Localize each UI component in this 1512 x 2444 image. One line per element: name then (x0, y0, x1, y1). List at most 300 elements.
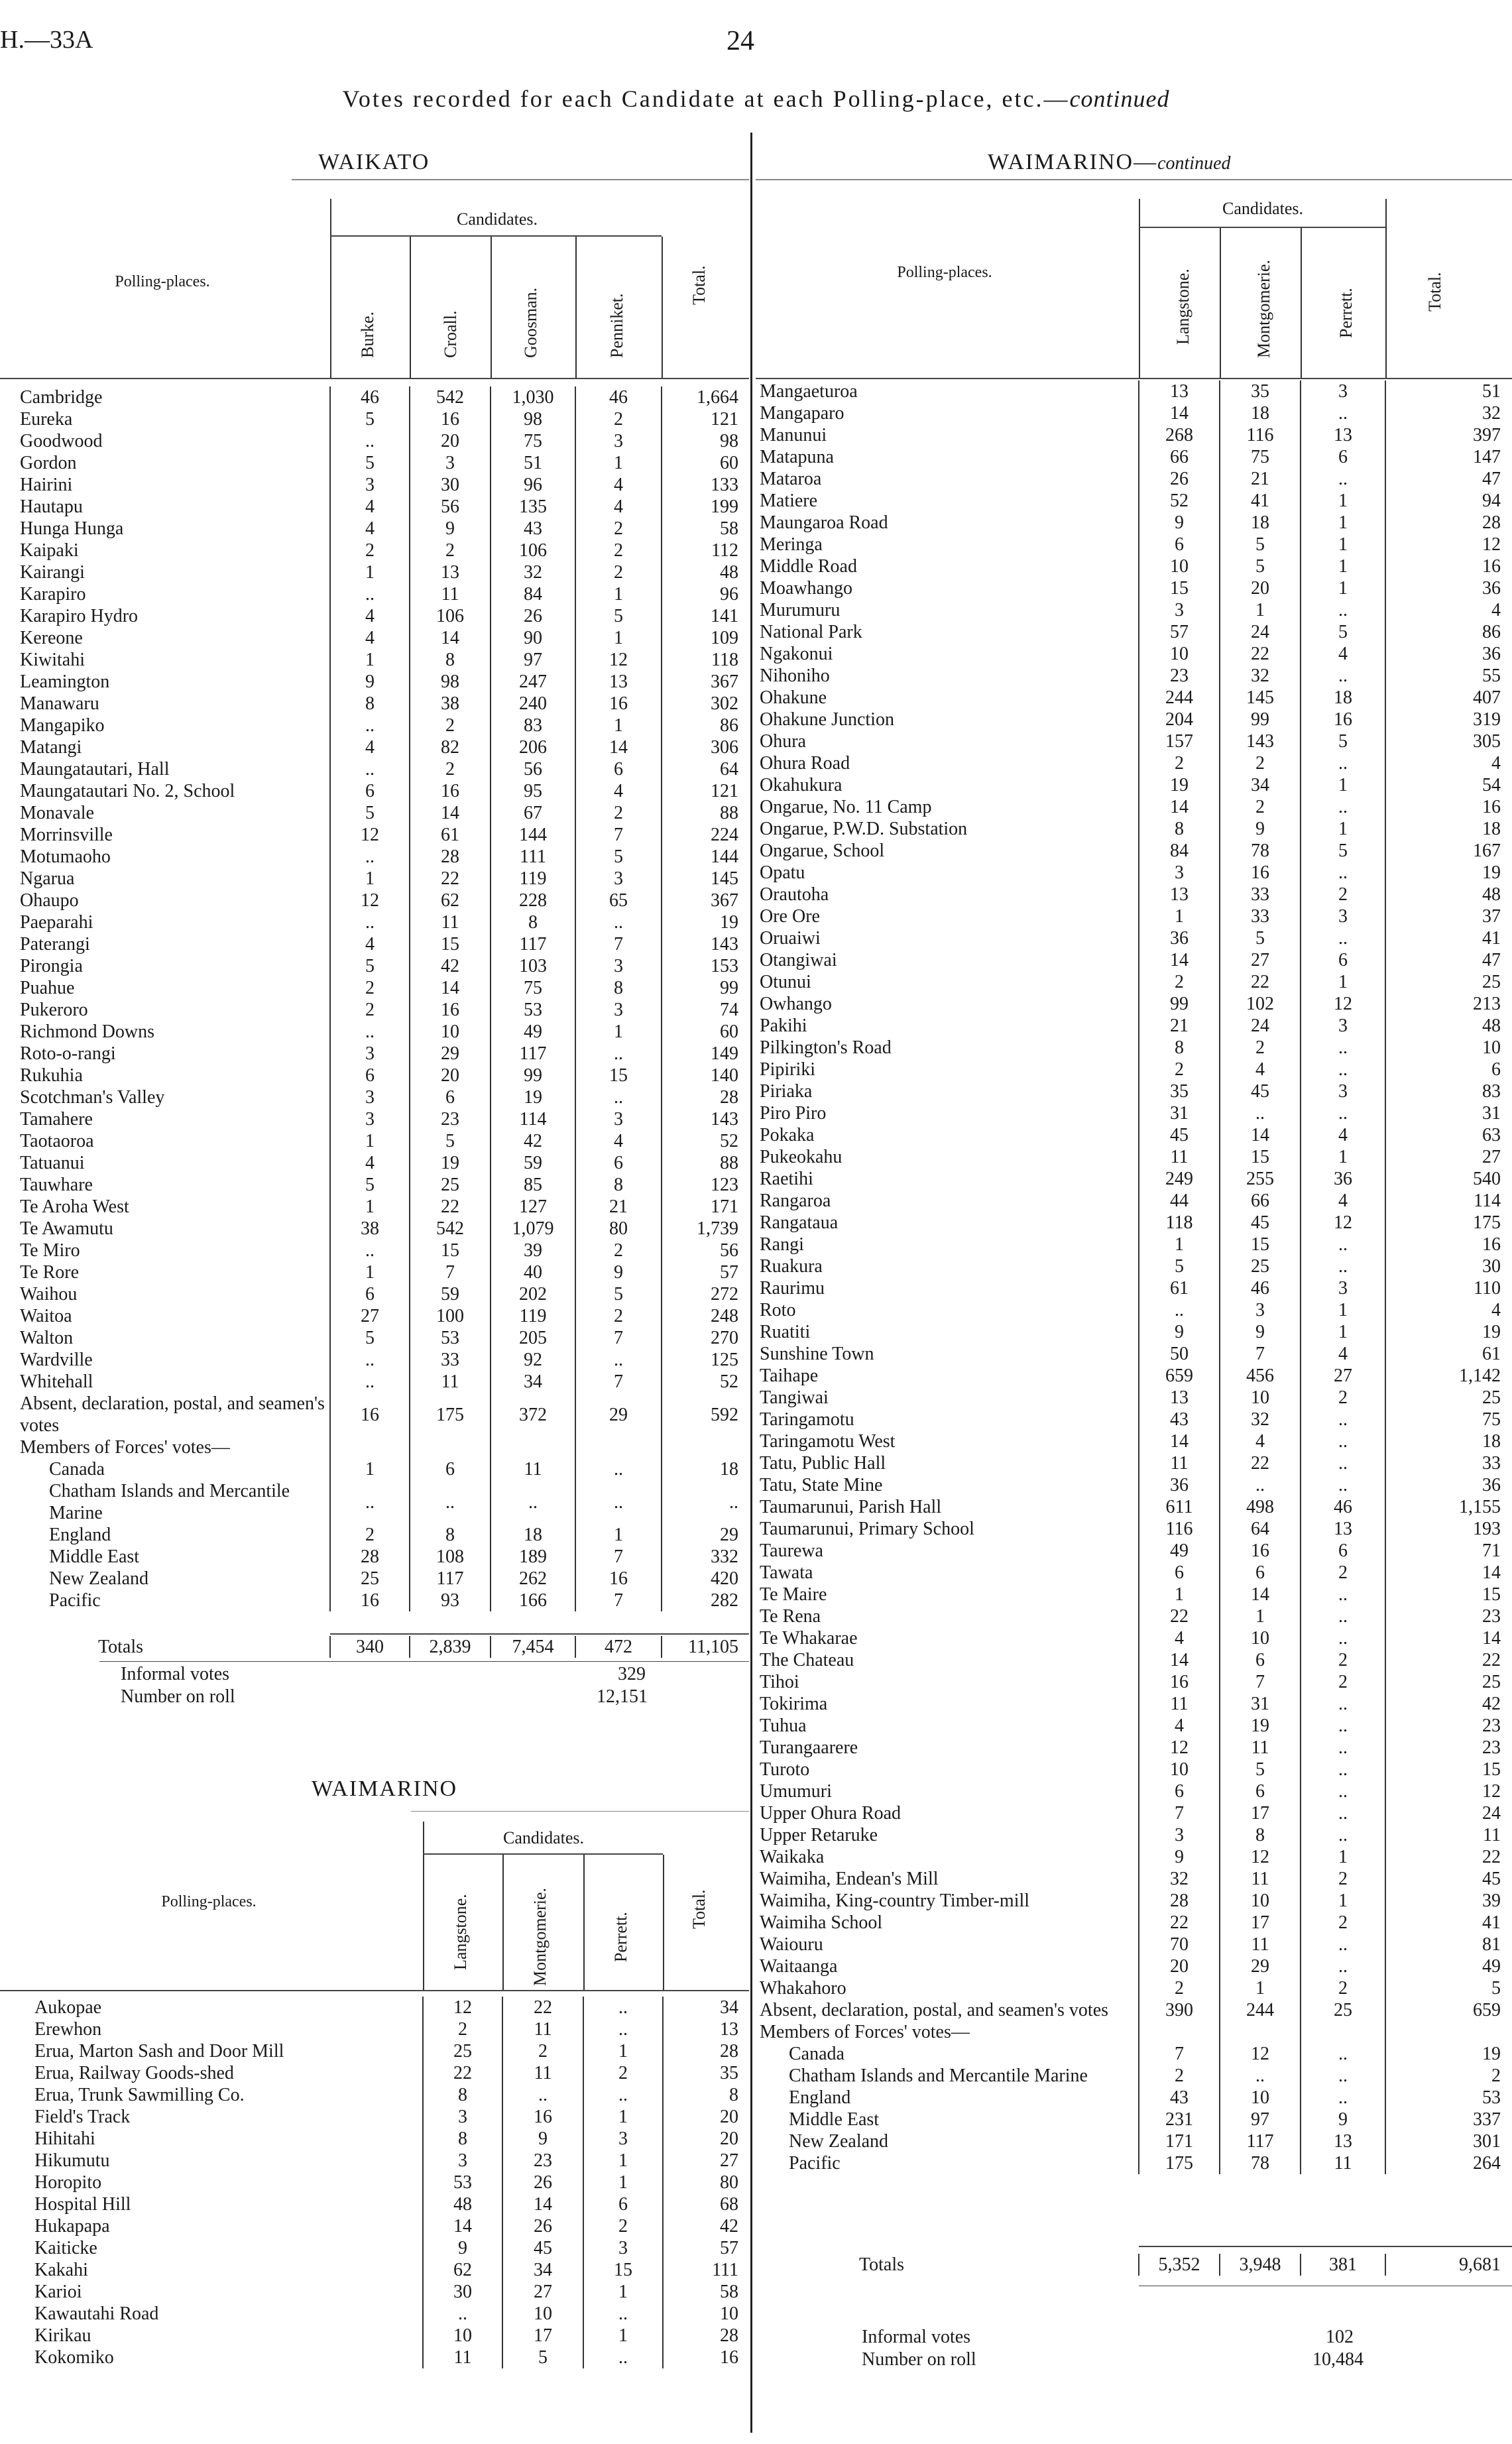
polling-place-name: Mangapiko (20, 715, 105, 736)
table-row (760, 1277, 1505, 1299)
row-total: 143 (662, 933, 742, 955)
vote-count: 1 (575, 1524, 662, 1546)
row-total: 114 (1385, 1190, 1505, 1212)
polling-place-name: Moawhango (760, 578, 852, 599)
vote-count: .. (1301, 1780, 1385, 1802)
vote-count: 22 (410, 1196, 491, 1218)
vote-count: 14 (410, 802, 491, 824)
vote-count: 66 (1139, 446, 1220, 468)
vote-count: .. (330, 846, 410, 868)
row-total: 86 (1385, 621, 1505, 643)
table-row (760, 1080, 1505, 1102)
vote-count: .. (1301, 2043, 1385, 2065)
row-total: 31 (1385, 1102, 1505, 1124)
row-total: 71 (1385, 1540, 1505, 1562)
polling-place-name: Hautapu (20, 496, 83, 517)
waimarino-right-header-bottom-rule (756, 378, 1512, 379)
polling-place-name: Waiouru (760, 1934, 823, 1955)
vote-count: 34 (1220, 774, 1301, 796)
polling-place-name: Ohura Road (760, 753, 850, 774)
vote-count: .. (491, 1480, 575, 1524)
vote-count: .. (583, 2018, 663, 2040)
vote-count: 98 (410, 671, 491, 693)
vote-count: 2 (575, 1305, 662, 1327)
vote-count: .. (1301, 796, 1385, 818)
table-row (760, 818, 1505, 840)
table-row (760, 1387, 1505, 1409)
vote-count: 12 (1301, 993, 1385, 1015)
waimarino-left-hdr-rule (663, 1855, 664, 1990)
vote-count: 2 (1301, 1562, 1385, 1584)
waikato-hdr-rule (410, 237, 411, 378)
row-total: 1,739 (662, 1218, 742, 1240)
table-row (20, 1086, 742, 1108)
vote-count: 11 (1220, 1934, 1301, 1955)
polling-place-name: Tamahere (20, 1109, 93, 1130)
row-total: 25 (1385, 1387, 1505, 1409)
vote-count: 39 (491, 1240, 575, 1261)
polling-place-name: Opatu (760, 862, 805, 883)
vote-count: 16 (410, 780, 491, 802)
column-divider (750, 133, 752, 2433)
table-row (760, 446, 1505, 468)
polling-place-name: Taumarunui, Primary School (760, 1519, 974, 1539)
polling-place-name: Paeparahi (20, 912, 93, 933)
polling-place-name: Manunui (760, 425, 827, 445)
row-total: 1,664 (662, 386, 742, 408)
waikato-totals-row (20, 1636, 742, 1658)
polling-place-name: Absent, declaration, postal, and seamen's votes (760, 2000, 1109, 2020)
waimarino-right-roll-value: 10,484 (1312, 2349, 1364, 2370)
vote-count: 5 (575, 605, 662, 627)
waimarino-right-totals-row (760, 2254, 1505, 2276)
vote-count: 1 (1301, 774, 1385, 796)
vote-count: 13 (575, 671, 662, 693)
vote-count: 13 (1139, 884, 1220, 905)
vote-count: .. (330, 1349, 410, 1371)
polling-place-name: Turangaarere (760, 1737, 858, 1758)
vote-count: 18 (1220, 402, 1301, 424)
table-row (20, 430, 742, 452)
polling-place-name: Maungatautari No. 2, School (20, 781, 235, 801)
table-row (20, 824, 742, 846)
vote-count: 12 (330, 824, 410, 846)
row-total: 48 (1385, 884, 1505, 905)
table-row (760, 709, 1505, 730)
polling-place-name: Pukeroro (20, 1000, 88, 1020)
vote-count: 64 (1220, 1518, 1301, 1540)
table-row (760, 1321, 1505, 1343)
vote-count: 7 (1139, 1802, 1220, 1824)
table-row (760, 1802, 1505, 1824)
vote-count: 1 (330, 1458, 410, 1480)
waimarino-left-hdr-rule (583, 1855, 585, 1990)
vote-count: .. (575, 1458, 662, 1480)
vote-count: 57 (1139, 621, 1220, 643)
page-reference: H.—33A (0, 26, 93, 54)
vote-count: 45 (1139, 1124, 1220, 1146)
row-total: 175 (1385, 1212, 1505, 1234)
vote-count: 1 (1301, 818, 1385, 840)
vote-count: 5 (330, 452, 410, 474)
waimarino-right-candidates-header: Candidates. (1222, 199, 1304, 218)
table-row (20, 671, 742, 693)
polling-place-name: England (789, 2087, 851, 2108)
page-title-main: Votes recorded for each Candidate at each Polling-place, etc.— (342, 86, 1070, 112)
vote-count: 21 (575, 1196, 662, 1218)
table-row (20, 1261, 742, 1283)
vote-count: 10 (1139, 643, 1220, 665)
vote-count: 2 (575, 518, 662, 540)
row-total: 301 (1385, 2130, 1505, 2152)
polling-place-name: Roto (760, 1300, 796, 1320)
waikato-header-bottom-rule (0, 378, 749, 379)
vote-count: 6 (330, 1065, 410, 1086)
vote-count: 34 (502, 2259, 583, 2281)
vote-count: 43 (1139, 1409, 1220, 1430)
vote-count: 49 (1139, 1540, 1220, 1562)
page-number: 24 (727, 26, 754, 56)
vote-count: .. (1301, 1802, 1385, 1824)
vote-count: 171 (1139, 2130, 1220, 2152)
polling-place-name: Hikumutu (34, 2150, 110, 2171)
table-row (760, 1562, 1505, 1584)
row-total: 1,155 (1385, 1496, 1505, 1518)
totals-value: 11,105 (662, 1636, 742, 1658)
vote-count: 175 (410, 1393, 491, 1436)
row-total: 28 (1385, 512, 1505, 534)
row-total: 47 (1385, 949, 1505, 971)
vote-count: 8 (1220, 1824, 1301, 1846)
row-total: 22 (1385, 1649, 1505, 1671)
vote-count: 4 (575, 1130, 662, 1152)
vote-count (575, 1436, 662, 1458)
table-row (20, 1043, 742, 1065)
polling-place-name: Kakahi (34, 2260, 88, 2280)
vote-count: 5 (410, 1130, 491, 1152)
vote-count: 3 (330, 1043, 410, 1065)
row-total: 16 (663, 2347, 742, 2368)
table-row (20, 496, 742, 518)
table-row (20, 1524, 742, 1546)
vote-count: 5 (1220, 534, 1301, 555)
polling-place-name: Maungatautari, Hall (20, 759, 170, 780)
polling-place-name: Canada (789, 2044, 844, 2064)
vote-count: 2 (1301, 884, 1385, 905)
polling-place-name: Otangiwai (760, 950, 837, 970)
vote-count: 17 (1220, 1912, 1301, 1934)
row-total: 83 (1385, 1080, 1505, 1102)
vote-count: 45 (502, 2237, 583, 2259)
polling-place-name: Middle East (789, 2109, 880, 2130)
waimarino-right-total-header: Total. (1425, 272, 1444, 312)
table-row (34, 2325, 742, 2347)
row-total: 23 (1385, 1605, 1505, 1627)
vote-count: 22 (1139, 1912, 1220, 1934)
row-total: 18 (662, 1458, 742, 1480)
table-row (760, 1124, 1505, 1146)
vote-count: .. (583, 2084, 663, 2106)
table-row (20, 933, 742, 955)
table-row (760, 862, 1505, 884)
vote-count: 23 (410, 1108, 491, 1130)
vote-count: .. (1301, 1627, 1385, 1649)
vote-count: 45 (1220, 1080, 1301, 1102)
row-total: 80 (663, 2172, 742, 2193)
vote-count: 117 (491, 933, 575, 955)
row-total: 111 (663, 2259, 742, 2281)
vote-count: 30 (410, 474, 491, 496)
vote-count: 4 (1301, 1190, 1385, 1212)
vote-count: 33 (410, 1349, 491, 1371)
vote-count: 46 (1220, 1277, 1301, 1299)
row-total: 41 (1385, 1912, 1505, 1934)
vote-count: 1 (1220, 1977, 1301, 1999)
vote-count: 40 (491, 1261, 575, 1283)
polling-place-name: Wardville (20, 1350, 93, 1370)
vote-count: 205 (491, 1327, 575, 1349)
table-row (760, 1540, 1505, 1562)
row-total: 592 (662, 1393, 742, 1436)
table-row (760, 774, 1505, 796)
polling-place-name: Rangataua (760, 1212, 839, 1233)
waimarino-right-title (988, 150, 1231, 175)
vote-count: 42 (491, 1130, 575, 1152)
polling-place-name: Chatham Islands and Mercantile Marine (789, 2066, 1088, 2086)
vote-count: 61 (410, 824, 491, 846)
vote-count: 24 (1220, 1015, 1301, 1037)
table-row (760, 1977, 1505, 1999)
table-row (34, 2040, 742, 2062)
row-total: 74 (662, 999, 742, 1021)
polling-place-name: Ongarue, P.W.D. Substation (760, 819, 968, 839)
polling-place-name: Mangaparo (760, 403, 844, 424)
vote-count: 4 (1139, 1715, 1220, 1737)
vote-count: 17 (502, 2325, 583, 2347)
waimarino-left-total-header: Total. (689, 1889, 709, 1929)
vote-count: 29 (575, 1393, 662, 1436)
vote-count: 13 (410, 561, 491, 583)
polling-place-name: Te Maire (760, 1584, 827, 1605)
vote-count: 53 (410, 1327, 491, 1349)
vote-count: 66 (1220, 1190, 1301, 1212)
vote-count: 25 (1301, 1999, 1385, 2021)
waimarino-left-header-bottom-rule (0, 1990, 749, 1991)
table-row (760, 796, 1505, 818)
vote-count: 100 (410, 1305, 491, 1327)
vote-count: 390 (1139, 1999, 1220, 2021)
vote-count: 1 (583, 2106, 663, 2128)
vote-count: 5 (1139, 1255, 1220, 1277)
table-row (760, 512, 1505, 534)
waimarino-right-informal-value: 102 (1326, 2327, 1354, 2347)
waimarino-left-candidates-header: Candidates. (502, 1828, 585, 1847)
vote-count: 119 (491, 1305, 575, 1327)
row-total: 57 (663, 2237, 742, 2259)
polling-place-name: Sunshine Town (760, 1344, 874, 1364)
vote-count: 3 (575, 1108, 662, 1130)
waikato-informal-label: Informal votes (121, 1664, 230, 1684)
table-row (34, 2150, 742, 2172)
vote-count: 2 (1301, 1868, 1385, 1890)
vote-count: 1 (575, 1021, 662, 1043)
table-row (20, 474, 742, 496)
vote-count: 12 (1220, 1846, 1301, 1868)
vote-count: 3 (330, 1086, 410, 1108)
vote-count: 14 (1139, 1649, 1220, 1671)
table-row (760, 1999, 1505, 2021)
waimarino-left-candidates-rule (423, 1853, 663, 1855)
polling-place-name: Kiwitahi (20, 650, 85, 670)
polling-place-name: Piro Piro (760, 1103, 827, 1124)
vote-count: .. (1301, 1824, 1385, 1846)
vote-count: 18 (1301, 687, 1385, 709)
table-row (20, 1174, 742, 1196)
vote-count: 206 (491, 736, 575, 758)
vote-count: 2 (1220, 796, 1301, 818)
vote-count: 2 (410, 758, 491, 780)
waikato-totals-rule (330, 1633, 749, 1635)
row-total: 133 (662, 474, 742, 496)
polling-place-name: Te Rena (760, 1606, 821, 1627)
vote-count: 5 (1301, 730, 1385, 752)
table-row (760, 949, 1505, 971)
table-row (760, 1584, 1505, 1605)
vote-count: 4 (1139, 1627, 1220, 1649)
vote-count: 5 (1301, 840, 1385, 862)
vote-count: 20 (1139, 1955, 1220, 1977)
vote-count: 7 (410, 1261, 491, 1283)
row-total: 48 (1385, 1015, 1505, 1037)
vote-count: 53 (423, 2172, 502, 2193)
vote-count: .. (1220, 1474, 1301, 1496)
polling-place-name: Pilkington's Road (760, 1037, 892, 1058)
table-row (760, 1824, 1505, 1846)
vote-count: 11 (502, 2018, 583, 2040)
vote-count: 52 (1139, 490, 1220, 512)
vote-count: 97 (491, 649, 575, 671)
vote-count: .. (1301, 1715, 1385, 1737)
vote-count: 15 (1220, 1234, 1301, 1255)
vote-count: 84 (1139, 840, 1220, 862)
table-row (20, 1065, 742, 1086)
table-row (20, 1327, 742, 1349)
vote-count: 12 (330, 890, 410, 911)
vote-count: .. (1301, 665, 1385, 687)
table-row (760, 534, 1505, 555)
row-total (1385, 2021, 1505, 2043)
vote-count: 6 (410, 1086, 491, 1108)
vote-count: 228 (491, 890, 575, 911)
vote-count: 83 (491, 715, 575, 736)
polling-place-name: Raurimu (760, 1278, 825, 1299)
polling-place-name: Motumaoho (20, 846, 111, 867)
table-row (20, 693, 742, 715)
row-total: 224 (662, 824, 742, 846)
vote-count: 16 (1220, 862, 1301, 884)
waimarino-right-candidate-3: Perrett. (1336, 288, 1356, 338)
table-row (20, 955, 742, 977)
vote-count: 22 (1220, 1452, 1301, 1474)
vote-count: 9 (575, 1261, 662, 1283)
vote-count: 3 (423, 2150, 502, 2172)
polling-place-name: Karioi (34, 2282, 82, 2302)
row-total: 32 (1385, 402, 1505, 424)
table-row (760, 1190, 1505, 1212)
vote-count: 15 (1139, 577, 1220, 599)
vote-count: 4 (330, 1152, 410, 1174)
polling-place-name: Middle East (49, 1546, 140, 1567)
polling-place-name: Pirongia (20, 956, 83, 976)
polling-place-name: Tawata (760, 1562, 813, 1583)
totals-label: Totals (98, 1637, 144, 1657)
polling-place-name: Morrinsville (20, 825, 113, 845)
polling-place-name: Hihitahi (34, 2128, 95, 2149)
totals-value: 2,839 (410, 1636, 491, 1658)
table-row (760, 752, 1505, 774)
row-total: 540 (1385, 1168, 1505, 1190)
row-total: 332 (662, 1546, 742, 1568)
polling-place-name: Taihape (760, 1366, 819, 1386)
row-total: 39 (1385, 1890, 1505, 1912)
row-total: 109 (662, 627, 742, 649)
vote-count: 9 (410, 518, 491, 540)
vote-count: 8 (330, 693, 410, 715)
vote-count: .. (583, 2347, 663, 2368)
vote-count: .. (330, 715, 410, 736)
row-total: 6 (1385, 1059, 1505, 1080)
vote-count (1301, 2021, 1385, 2043)
row-total: 60 (662, 452, 742, 474)
vote-count: 14 (423, 2215, 502, 2237)
polling-place-name: Waimiha, Endean's Mill (760, 1869, 939, 1889)
vote-count: 14 (502, 2193, 583, 2215)
vote-count: 2 (1301, 1977, 1385, 1999)
vote-count: 42 (410, 955, 491, 977)
vote-count: .. (1301, 1759, 1385, 1780)
table-row (760, 1627, 1505, 1649)
vote-count: 38 (410, 693, 491, 715)
polling-place-name: Waitoa (20, 1306, 72, 1326)
vote-count: 11 (1139, 1452, 1220, 1474)
polling-place-name: Kawautahi Road (34, 2303, 159, 2324)
vote-count: 10 (1220, 1627, 1301, 1649)
waimarino-left-hdr-rule (502, 1855, 504, 1990)
vote-count: 6 (1139, 534, 1220, 555)
row-total: 121 (662, 408, 742, 430)
polling-place-name: Kairangi (20, 562, 85, 583)
vote-count: 75 (491, 430, 575, 452)
polling-place-name: Tatuanui (20, 1153, 85, 1173)
vote-count: 2 (575, 540, 662, 561)
vote-count: 90 (491, 627, 575, 649)
polling-place-name: Whitehall (20, 1371, 93, 1392)
table-row (20, 1458, 742, 1480)
table-row (34, 2281, 742, 2303)
vote-count: 20 (410, 430, 491, 452)
vote-count: 6 (1220, 1649, 1301, 1671)
vote-count: 6 (330, 780, 410, 802)
vote-count: 1 (1139, 1234, 1220, 1255)
table-row (760, 1737, 1505, 1759)
table-row (34, 2018, 742, 2040)
vote-count (330, 1436, 410, 1458)
row-total: 16 (1385, 1234, 1505, 1255)
vote-count: 48 (423, 2193, 502, 2215)
vote-count: 67 (491, 802, 575, 824)
vote-count: 29 (1220, 1955, 1301, 1977)
vote-count: 75 (491, 977, 575, 999)
